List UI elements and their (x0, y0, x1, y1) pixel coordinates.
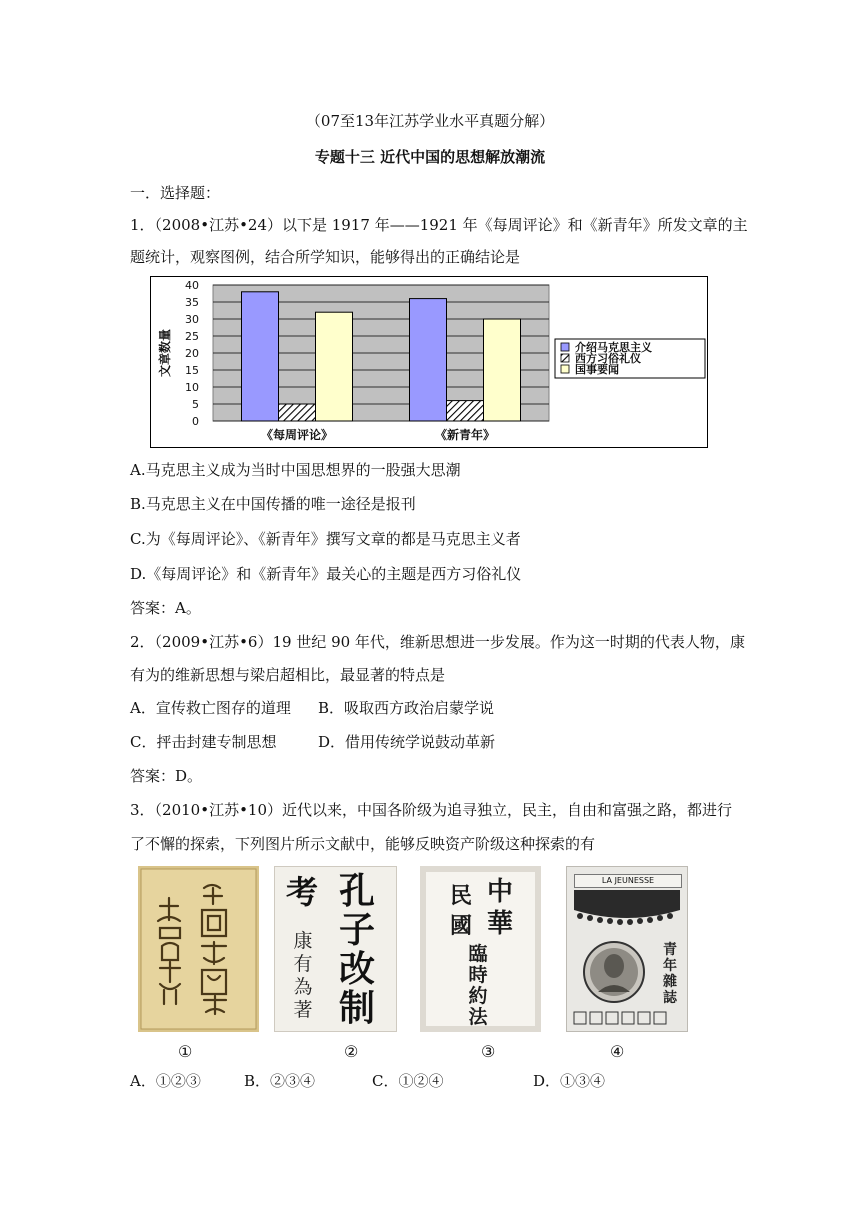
pic4-char: 年 (663, 958, 677, 974)
pic3-char: 國 (449, 914, 472, 939)
legend-label: 国事要闻 (575, 363, 619, 376)
x-category-label: 《新青年》 (434, 428, 496, 442)
pic2-char: 制 (338, 988, 375, 1029)
pic3-char: 華 (486, 909, 513, 939)
bar-1-2 (410, 299, 447, 421)
pic2-author-char: 有 (293, 953, 313, 975)
q3-option-a: A．①②③ (130, 1072, 201, 1090)
q1-stem-line1: 1．（2008•江苏•24）以下是 1917 年——1921 年《每周评论》和《新青年》所发文章的主 (130, 216, 748, 234)
y-tick-label: 30 (185, 313, 199, 326)
pic3-char: 民 (449, 884, 472, 909)
q3-option-b: B．②③④ (244, 1072, 316, 1090)
q3-stem-line1: 3．（2010•江苏•10）近代以来，中国各阶级为追寻独立，民主，自由和富强之路，都进行 (130, 801, 733, 819)
section-heading: 一．选择题： (130, 184, 221, 202)
q1-option-b: B.马克思主义在中国传播的唯一途径是报刊 (130, 495, 416, 513)
y-tick-label: 40 (185, 279, 199, 292)
pic2-author-char: 為 (293, 976, 313, 998)
pic2-char: 改 (338, 949, 375, 990)
bar-2-1 (279, 404, 316, 421)
image-magazine-cover-4 (566, 866, 688, 1032)
bar-3-1 (316, 312, 353, 421)
q2-option-a: A．宣传救亡图存的道理 (130, 699, 291, 717)
q2-answer: 答案：D。 (130, 767, 203, 785)
legend-label: 介绍马克思主义 (575, 341, 652, 354)
bar-1-1 (242, 292, 279, 421)
q2-stem-line1: 2．（2009•江苏•6）19 世纪 90 年代，维新思想进一步发展。作为这一时期的代表人物，康 (130, 633, 745, 651)
image-book-cover-3 (420, 866, 541, 1032)
q3-option-c: C．①②④ (372, 1072, 444, 1090)
q2-option-d: D．借用传统学说鼓动革新 (318, 733, 496, 751)
y-tick-label: 20 (185, 347, 199, 360)
legend-swatch (561, 354, 569, 362)
y-tick-label: 10 (185, 381, 199, 394)
q1-option-d: D.《每周评论》和《新青年》最关心的主题是西方习俗礼仪 (130, 565, 522, 583)
legend-swatch (561, 365, 569, 373)
caption-1: ① (178, 1042, 193, 1061)
q1-option-c: C.为《每周评论》、《新青年》撰写文章的都是马克思主义者 (130, 530, 521, 548)
q1-option-a: A.马克思主义成为当时中国思想界的一股强大思潮 (130, 461, 461, 479)
y-tick-label: 25 (185, 330, 199, 343)
caption-3: ③ (481, 1042, 496, 1061)
image-book-cover-1 (138, 866, 259, 1032)
pic3-char: 中 (486, 877, 513, 907)
pic3-char: 約 (468, 985, 488, 1007)
q2-option-c: C．抨击封建专制思想 (130, 733, 277, 751)
bar-3-2 (484, 319, 521, 421)
legend-label: 西方习俗礼仪 (575, 352, 641, 365)
legend-swatch (561, 343, 569, 351)
pic2-side-char: 考 (285, 873, 318, 911)
q2-option-b: B．吸取西方政治启蒙学说 (318, 699, 495, 717)
q1-answer: 答案：A。 (130, 599, 201, 617)
bar-chart-svg (151, 277, 706, 446)
y-tick-label: 0 (192, 415, 199, 428)
pic2-author-char: 著 (293, 999, 313, 1021)
pic3-char: 臨 (468, 943, 488, 965)
pic2-char: 子 (338, 910, 375, 951)
x-category-label: 《每周评论》 (260, 428, 334, 442)
image-book-cover-2 (274, 866, 397, 1032)
pic2-author-char: 康 (293, 930, 313, 952)
doc-subtitle: （07至13年江苏学业水平真题分解） (305, 112, 555, 130)
pic4-char: 青 (663, 942, 677, 958)
q3-stem-line2: 了不懈的探索，下列图片所示文献中，能够反映资产阶级这种探索的有 (130, 835, 596, 853)
q3-option-d: D．①③④ (533, 1072, 606, 1090)
caption-2: ② (344, 1042, 359, 1061)
y-axis-label: 文章数量 (158, 328, 172, 378)
q1-stem-line2: 题统计，观察图例，结合所学知识，能够得出的正确结论是 (130, 248, 521, 266)
caption-4: ④ (610, 1042, 625, 1061)
q2-stem-line2: 有为的维新思想与梁启超相比，最显著的特点是 (130, 666, 446, 684)
y-tick-label: 15 (185, 364, 199, 377)
doc-title: 专题十三 近代中国的思想解放潮流 (314, 148, 546, 166)
q1-chart (150, 276, 708, 448)
pic4-char: 雜 (663, 974, 677, 990)
pic4-char: 誌 (663, 990, 677, 1006)
pic3-char: 時 (468, 964, 488, 986)
y-tick-label: 35 (185, 296, 199, 309)
pic4-banner: LA JEUNESSE (574, 874, 682, 888)
y-tick-label: 5 (192, 398, 199, 411)
pic2-char: 孔 (338, 871, 375, 912)
bar-2-2 (447, 401, 484, 421)
pic3-char: 法 (468, 1006, 488, 1028)
